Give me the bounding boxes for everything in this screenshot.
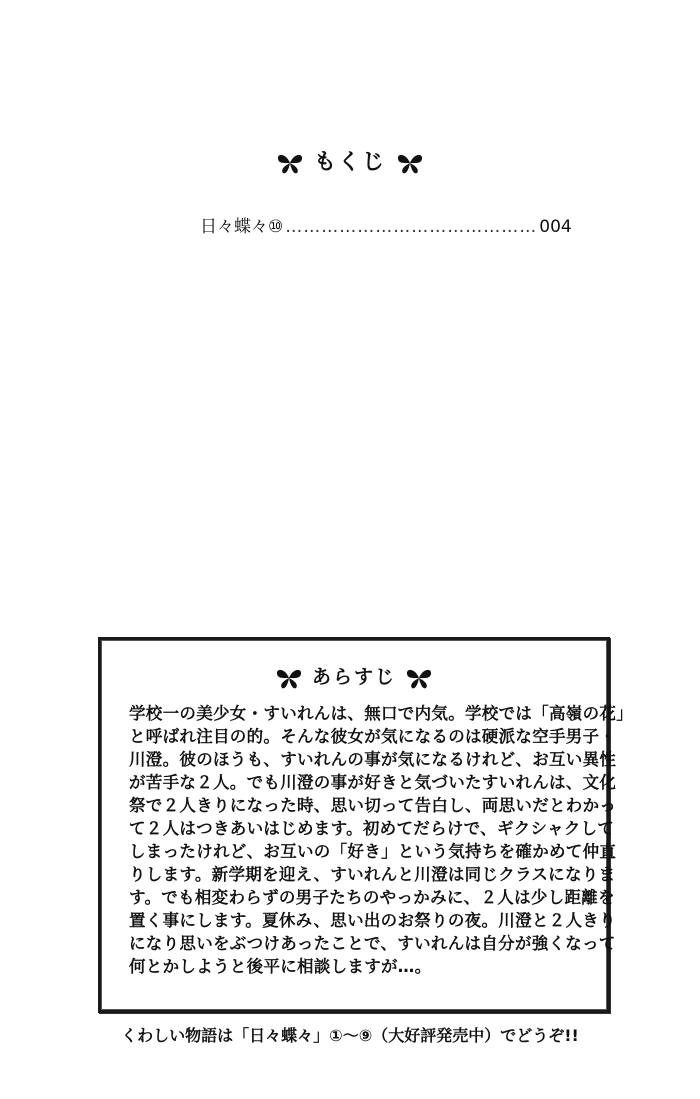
synopsis-line: 川澄。彼のほうも、すいれんの事が気になるけれど、お互い異性	[129, 750, 617, 769]
synopsis-line: 置く事にします。夏休み、思い出のお祭りの夜。川澄と２人きり	[129, 911, 616, 930]
synopsis-line: て２人はつきあいはじめます。初めてだらけで、ギクシャクして	[129, 819, 615, 838]
butterfly-icon	[405, 666, 433, 690]
synopsis-text	[129, 702, 633, 978]
synopsis-heading-text: あらすじ	[311, 666, 396, 688]
synopsis-line: と呼ばれ注目の的。そんな彼女が気になるのは硬派な空手男子・	[129, 727, 617, 746]
synopsis-line: 何とかしようと後平に相談しますが…。	[129, 957, 432, 976]
butterfly-icon	[276, 151, 304, 175]
synopsis-line: しまったけれど、お互いの「好き」という気持ちを確かめて仲直	[129, 842, 617, 861]
synopsis-heading	[101, 662, 607, 690]
synopsis-line: 学校一の美少女・すいれんは、無口で内気。学校では「高嶺の花」	[129, 704, 633, 723]
synopsis-line: が苦手な２人。でも川澄の事が好きと気づいたすいれんは、文化	[129, 773, 617, 792]
butterfly-icon	[275, 666, 303, 690]
toc-entry-title: 日々蝶々⑩	[200, 217, 284, 237]
butterfly-icon	[396, 151, 424, 175]
synopsis-line: りします。新学期を迎え、すいれんと川澄は同じクラスになりま	[129, 865, 616, 884]
synopsis-line: す。でも相変わらずの男子たちのやっかみに、２人は少し距離を	[129, 888, 615, 907]
synopsis-box	[98, 637, 633, 1013]
footer-note: くわしい物語は「日々蝶々」①～⑨（大好評発売中）でどうぞ!!	[121, 1026, 579, 1045]
toc-entry[interactable]	[200, 212, 572, 237]
synopsis-line: になり思いをぶつけあったことで、すいれんは自分が強くなって	[129, 934, 616, 953]
toc-entry-leader: ……………………………………	[285, 217, 538, 237]
synopsis-line: 祭で２人きりになった時、思い切って告白し、両思いだとわかっ	[129, 796, 617, 815]
toc-heading-text: もくじ	[313, 150, 386, 175]
toc-heading	[0, 145, 700, 176]
toc-entry-page: 004	[539, 217, 572, 237]
